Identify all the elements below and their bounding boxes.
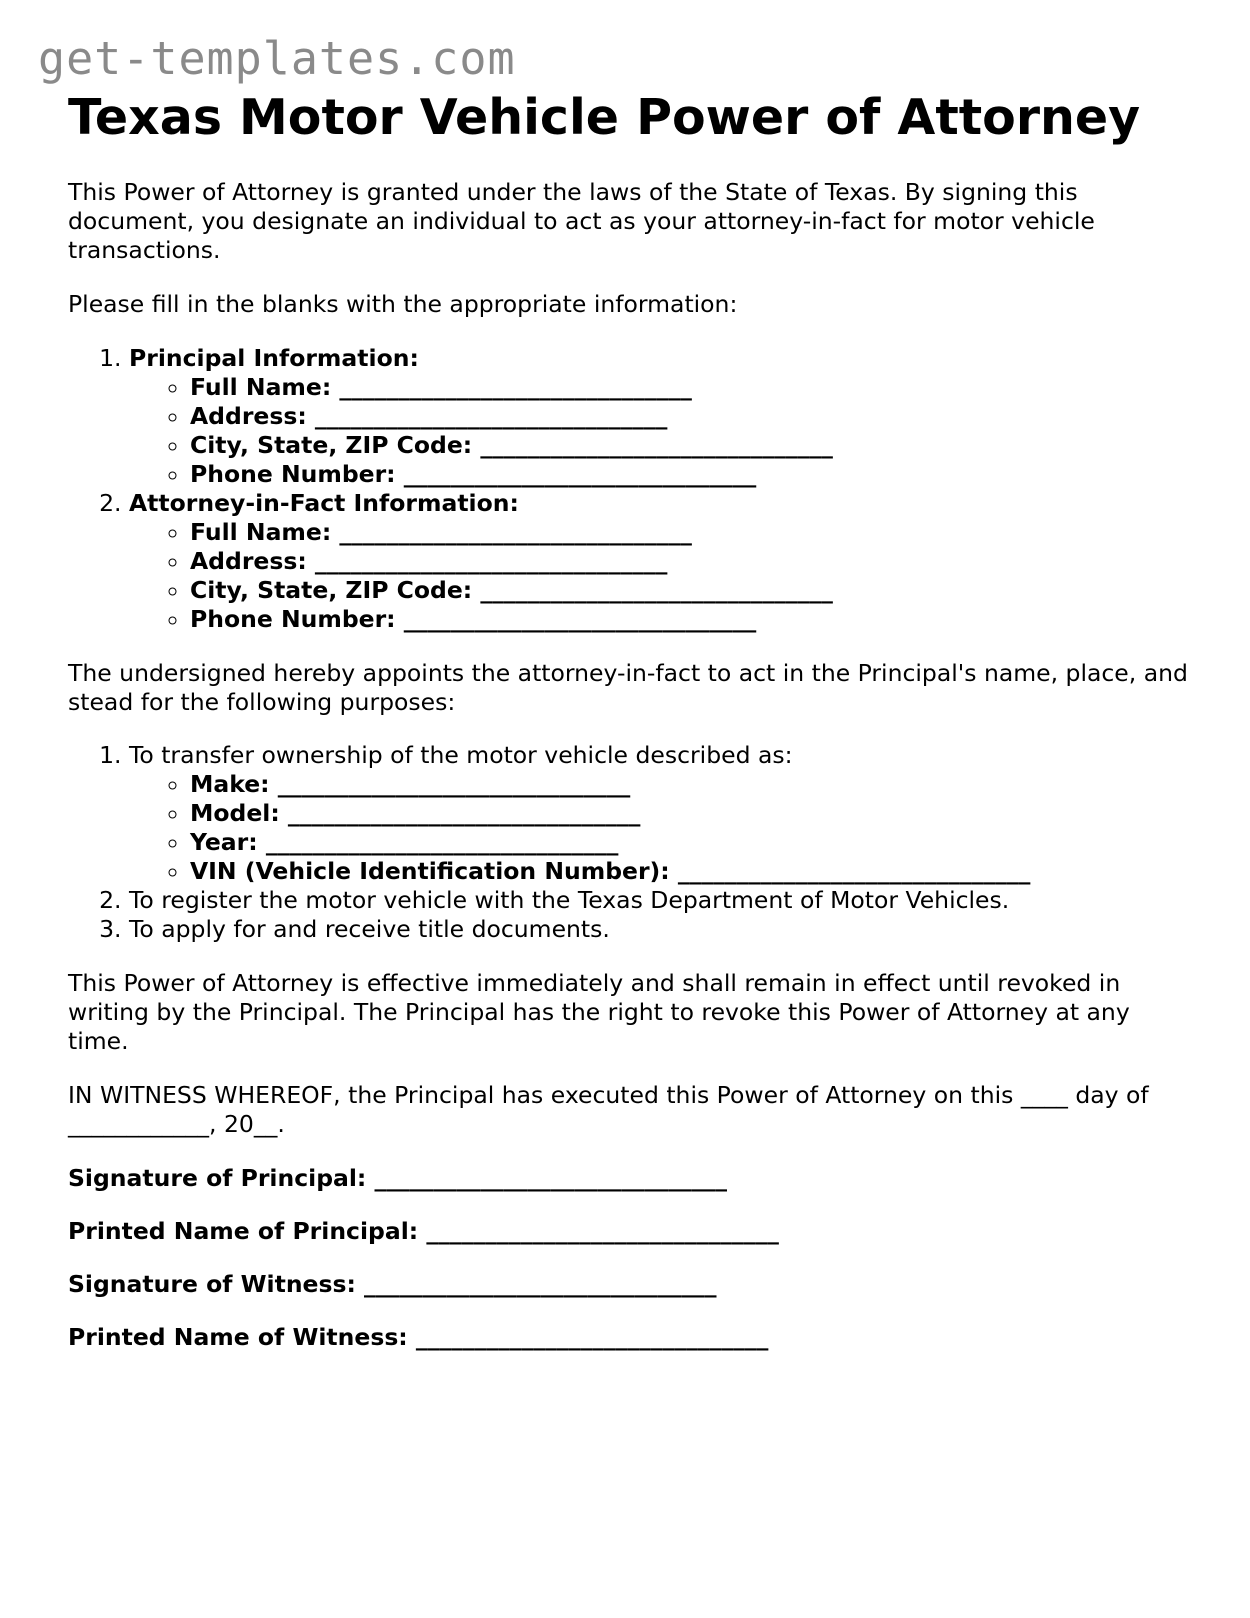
witness-printed-name-line: Printed Name of Witness: ______________________________ (68, 1323, 769, 1351)
attorney-full-name-field: ◦ Full Name: ______________________________ (190, 518, 1188, 547)
purposes-list (68, 741, 1188, 944)
witness-signature-line: Signature of Witness: ______________________________ (68, 1270, 717, 1298)
principal-address-field: ◦ Address: ______________________________ (190, 402, 1188, 431)
principal-printed-name-line: Printed Name of Principal: ______________________________ (68, 1217, 779, 1245)
attorney-section (129, 489, 1188, 634)
purpose-transfer (129, 741, 1188, 886)
principal-full-name-field: ◦ Full Name: ______________________________ (190, 373, 1188, 402)
purpose-transfer-text: To transfer ownership of the motor vehicle described as: (129, 741, 793, 769)
principal-signature-line: Signature of Principal: ______________________________ (68, 1164, 728, 1192)
purpose-title: 3. To apply for and receive title documents. (129, 915, 1188, 944)
vehicle-vin-field: ◦ VIN (Vehicle Identification Number): ______________________________ (190, 857, 1188, 886)
intro-paragraph: This Power of Attorney is granted under the laws of the State of Texas. By signing this document, you designate an individual to act as your attorney-in-fact for motor vehicle transactions. (68, 178, 1095, 264)
principal-section (129, 344, 1188, 489)
instruction-text: Please fill in the blanks with the appropriate information: (68, 290, 738, 318)
principal-city-state-zip-field: ◦ City, State, ZIP Code: ______________________________ (190, 431, 1188, 460)
appointment-paragraph: The undersigned hereby appoints the attorney-in-fact to act in the Principal's name, place, and stead for the following purposes: (68, 659, 1188, 716)
vehicle-year-field: ◦ Year: ______________________________ (190, 828, 1188, 857)
attorney-fields (129, 518, 1188, 634)
witness-paragraph: IN WITNESS WHEREOF, the Principal has executed this Power of Attorney on this ____ day of ____________, 20__. (68, 1081, 1149, 1138)
vehicle-make-field: ◦ Make: ______________________________ (190, 770, 1188, 799)
document-page (68, 88, 1188, 1352)
attorney-phone-field: ◦ Phone Number: ______________________________ (190, 605, 1188, 634)
principal-fields (129, 373, 1188, 489)
vehicle-fields (129, 770, 1188, 886)
attorney-address-field: ◦ Address: ______________________________ (190, 547, 1188, 576)
parties-list (68, 344, 1188, 634)
purpose-register: 2. To register the motor vehicle with the Texas Department of Motor Vehicles. (129, 886, 1188, 915)
attorney-city-state-zip-field: ◦ City, State, ZIP Code: ______________________________ (190, 576, 1188, 605)
attorney-heading: Attorney-in-Fact Information: (129, 489, 519, 517)
vehicle-model-field: ◦ Model: ______________________________ (190, 799, 1188, 828)
principal-phone-field: ◦ Phone Number: ______________________________ (190, 460, 1188, 489)
principal-heading: Principal Information: (129, 344, 419, 372)
page-title: Texas Motor Vehicle Power of Attorney (68, 89, 1141, 146)
effective-paragraph: This Power of Attorney is effective immediately and shall remain in effect until revoked in writing by the Principal. The Principal has the right to revoke this Power of Attorney at any time. (68, 969, 1130, 1055)
watermark: get-templates.com (38, 32, 516, 85)
